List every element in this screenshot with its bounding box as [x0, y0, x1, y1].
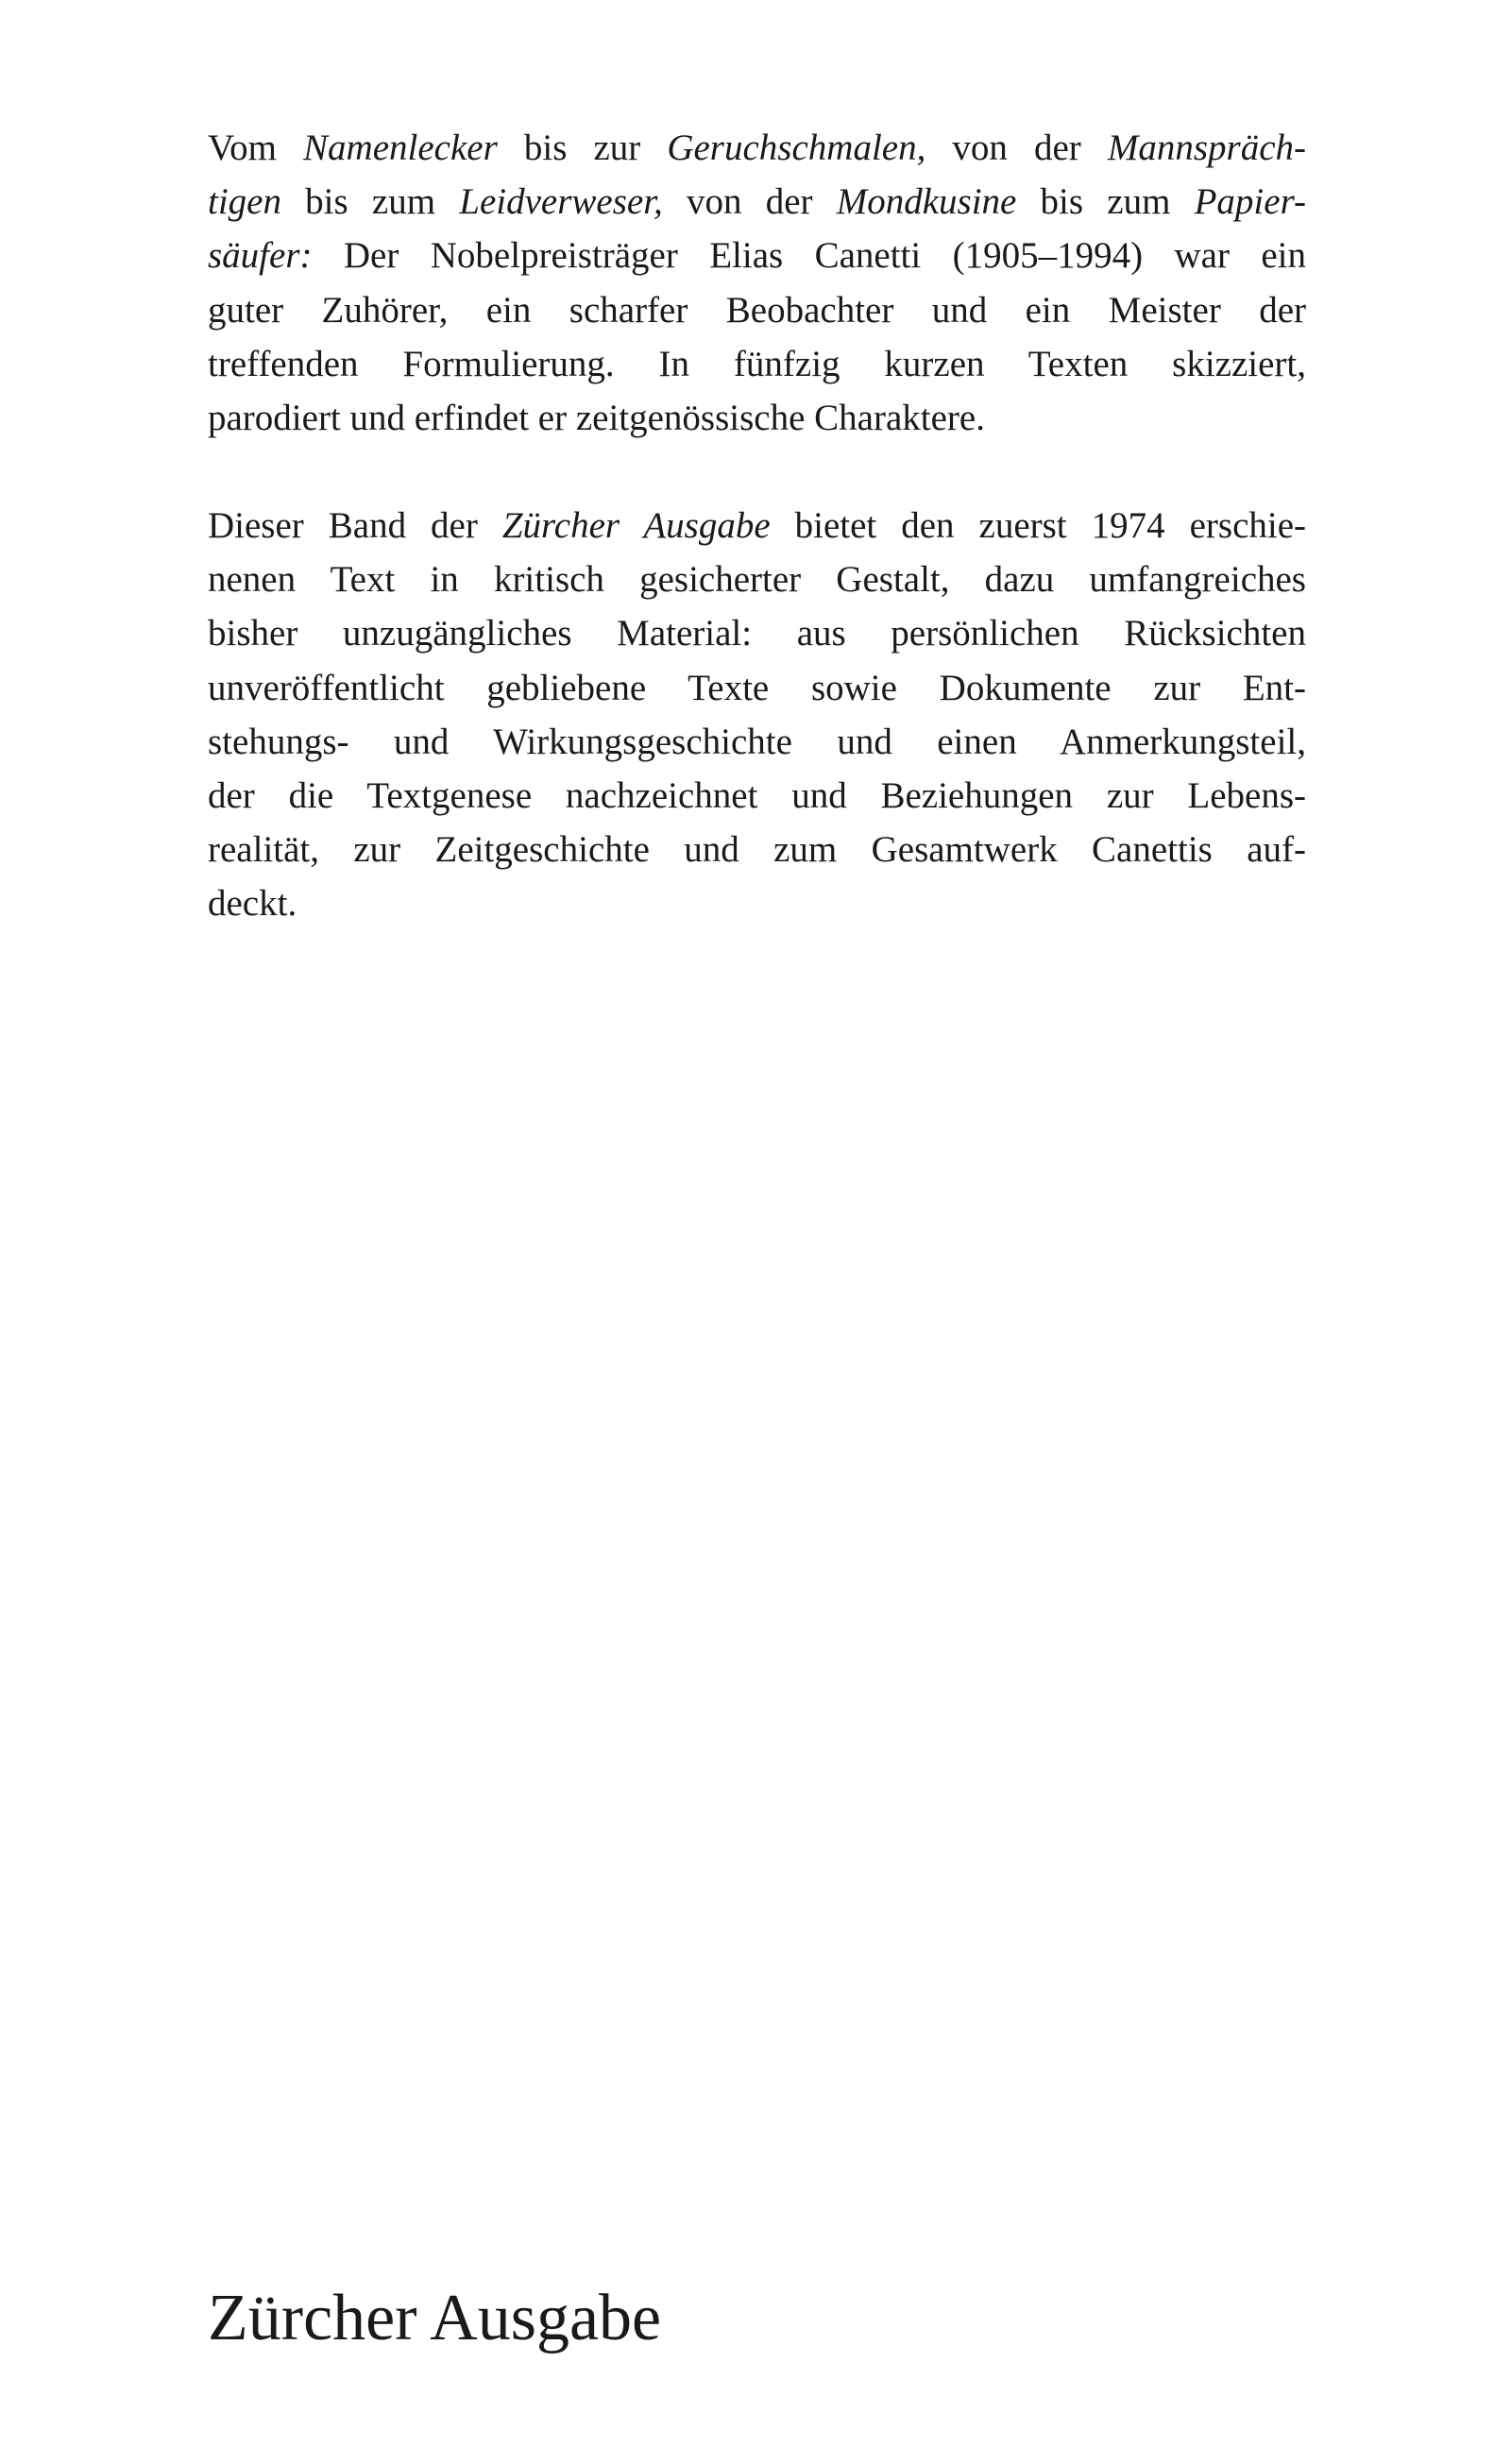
- text-line: [208, 175, 1306, 229]
- text-line: [208, 283, 1306, 337]
- italic-term: Mondkusine: [836, 181, 1017, 223]
- text-segment: von der: [925, 127, 1108, 168]
- italic-term: säufer:: [208, 235, 313, 277]
- italic-term: Geruchschmalen,: [667, 127, 926, 168]
- text-segment: bis zur: [497, 127, 668, 168]
- text-segment: Der Nobelpreisträger Elias Canetti (1905–1994) war ein: [312, 235, 1306, 277]
- text-segment: guter Zuhörer, ein scharfer Beobachter und ein Meister der: [208, 289, 1306, 331]
- text-line: [208, 391, 1306, 445]
- text-segment: bis zum: [1016, 181, 1195, 223]
- text-line: [208, 229, 1306, 282]
- text-segment: nenen Text in kritisch gesicherter Gestalt, dazu umfangreiches: [208, 559, 1306, 601]
- text-segment: bietet den zuerst 1974 erschie-: [770, 505, 1307, 546]
- text-segment: der die Textgenese nachzeichnet und Beziehungen zur Lebens-: [208, 774, 1306, 816]
- text-segment: bis zum: [280, 181, 460, 223]
- text-line: [208, 606, 1306, 660]
- text-line: [208, 823, 1306, 876]
- italic-term: Papier-: [1194, 181, 1306, 223]
- text-line: [208, 121, 1306, 175]
- text-segment: Vom: [208, 127, 304, 168]
- italic-term: Leidverweser,: [459, 181, 663, 223]
- text-segment: realität, zur Zeitgeschichte und zum Gesamtwerk Canettis auf-: [208, 829, 1306, 871]
- text-line: [208, 715, 1306, 769]
- text-segment: stehungs- und Wirkungsgeschichte und einen Anmerkungsteil,: [208, 721, 1306, 762]
- series-title: Zürcher Ausgabe: [208, 2282, 662, 2354]
- text-line: [208, 769, 1306, 823]
- text-line: [208, 661, 1306, 715]
- text-line: [208, 499, 1306, 552]
- text-segment: deckt.: [208, 883, 297, 925]
- italic-term: tigen: [208, 181, 281, 223]
- text-segment: treffenden Formulierung. In fünfzig kurzen Texten skizziert,: [208, 343, 1306, 384]
- italic-term: Namenlecker: [303, 127, 498, 168]
- italic-term: Mannspräch-: [1107, 127, 1306, 168]
- text-segment: von der: [662, 181, 837, 223]
- text-line: [208, 337, 1306, 391]
- text-line: [208, 876, 1306, 930]
- blurb-paragraph-2: [208, 499, 1306, 931]
- text-segment: unveröffentlicht gebliebene Texte sowie Dokumente zur Ent-: [208, 667, 1306, 708]
- blurb-paragraph-1: [208, 121, 1306, 445]
- text-line: [208, 552, 1306, 606]
- italic-term: Zürcher Ausgabe: [501, 505, 771, 546]
- text-segment: Dieser Band der: [208, 505, 502, 546]
- text-segment: parodiert und erfindet er zeitgenössische Charaktere.: [208, 397, 985, 438]
- text-segment: bisher unzugängliches Material: aus persönlichen Rücksichten: [208, 613, 1306, 654]
